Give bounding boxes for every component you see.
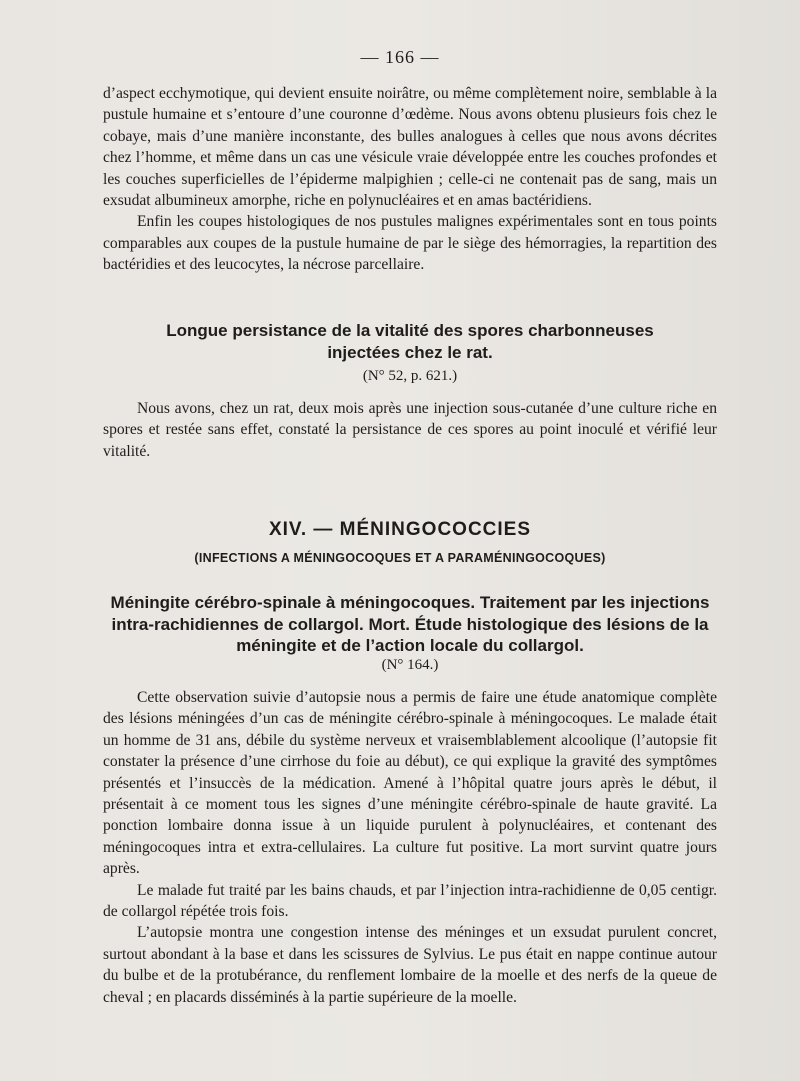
reference-number: (N° 52, p. 621.): [362, 368, 458, 384]
paragraph: Nous avons, chez un rat, deux mois après une injection sous-cutanée d’une culture riche en spores et restée sans effet, constaté la persistance de ces spores au point inoculé et vérifié leur vitalité.: [103, 400, 717, 460]
section-heading: Méningite cérébro-spinale à méningocoques. Traitement par les injections intra-rachidiennes de collargol. Mort. Étude histologique des lésions de la méningite et de l’action locale du collargol.: [110, 593, 710, 656]
section-3-text: [103, 687, 717, 1008]
section-1-text: [103, 83, 717, 276]
chapter-subtitle: (INFECTIONS A MÉNINGOCOQUES ET A PARAMÉNINGOCOQUES): [194, 551, 606, 565]
chapter-title: XIV. — MÉNINGOCOCCIES: [268, 519, 532, 540]
paragraph: Enfin les coupes histologiques de nos pustules malignes expérimentales sont en tous points comparables aux coupes de la pustule humaine de par le siège des hémorragies, la repartition des bactéridies et des leucocytes, la nécrose parcellaire.: [103, 213, 717, 274]
paragraph: Le malade fut traité par les bains chauds, et par l’injection intra-rachidienne de 0,05 centigr. de collargol répétée trois fois.: [103, 881, 717, 921]
paragraph: d’aspect ecchymotique, qui devient ensuite noirâtre, ou même complètement noire, semblable à la pustule humaine et s’entoure d’une couronne d’œdème. Nous avons obtenu plusieurs fois chez le cobaye, mais d’une manière inconstante, des bulles analogues à celles que nous avons décrites chez l’homme, et même dans un cas une vésicule vraie développée entre les couches profondes et les couches superficielles de l’épiderme malpighien ; celle-ci ne contenait pas de sang, mais un exsudat albumineux amorphe, riche en polynucléaires et en amas bactéridiens.: [103, 85, 717, 210]
page-number: — 166 —: [360, 47, 440, 67]
paragraph: Cette observation suivie d’autopsie nous a permis de faire une étude anatomique complète des lésions méningées d’un cas de méningite cérébro-spinale à méningocoques. Le malade était un homme de 31 ans, débile du système nerveux et vraisemblablement alcoolique (l’autopsie fit constater la présence d’une cirrhose du foie au début), ce qui explique la gravité des symptômes présentés et l’insuccès de la médication. Amené à l’hôpital quatre jours après le début, il présentait à ce moment tous les signes d’une méningite cérébro-spinale de haute gravité. La ponction lombaire donna issue à un liquide purulent à polynucléaires, et contenant des méningocoques intra et extra-cellulaires. La culture fut positive. La mort survint quatre jours après.: [103, 689, 717, 878]
section-heading: Longue persistance de la vitalité des spores charbonneuses injectées chez le rat.: [166, 321, 654, 362]
reference-number: (N° 164.): [381, 657, 439, 673]
section-2-text: [103, 398, 717, 462]
paragraph: L’autopsie montra une congestion intense des méninges et un exsudat purulent concret, surtout abondant à la base et dans les scissures de Sylvius. Le pus était en nappe continue autour du bulbe et de la protubérance, du renflement lombaire de la moelle et des nerfs de la queue de cheval ; en placards disséminés à la partie supérieure de la moelle.: [103, 924, 717, 1006]
